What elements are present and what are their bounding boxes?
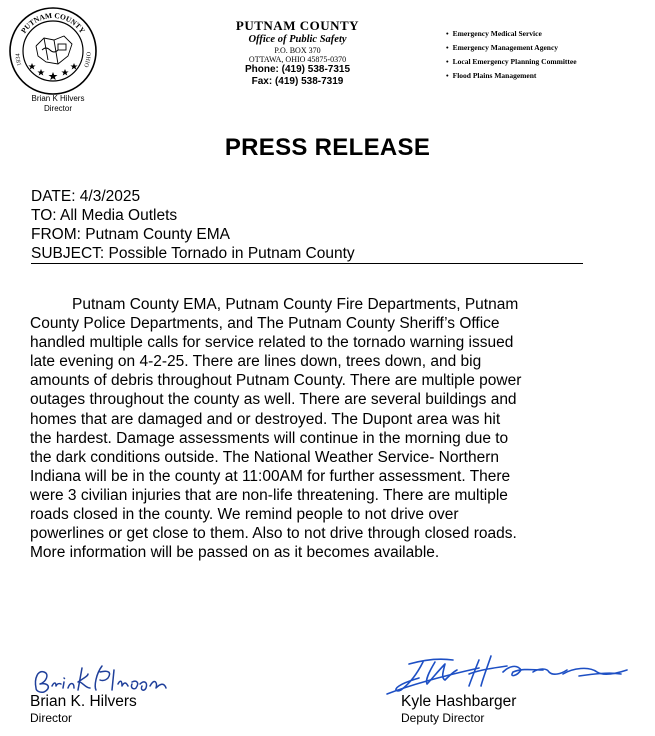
- body-line: homes that are damaged and or destroyed. The Dupont area was hit: [30, 410, 501, 428]
- body-line: County Police Departments, and The Putnam County Sheriff’s Office: [30, 315, 500, 333]
- county-seal-graphic: [8, 6, 98, 96]
- memo-from: FROM: Putnam County EMA: [31, 226, 230, 243]
- seal-state-text: OHIO: [82, 51, 91, 68]
- office-letterhead: [210, 18, 385, 88]
- office-name: Office of Public Safety: [248, 34, 347, 45]
- service-item: • Local Emergency Planning Committee: [446, 55, 651, 69]
- county-name: PUTNAM COUNTY: [235, 18, 360, 33]
- body-line: handled multiple calls for service related to the tornado warning issued: [30, 334, 514, 352]
- po-box: P.O. BOX 370: [274, 46, 321, 55]
- svg-text:1834: [15, 53, 23, 66]
- header-director-title: Director: [43, 104, 72, 113]
- body-line: Indiana will be in the county at 11:00AM for further assessment. There: [30, 467, 511, 485]
- service-item: • Emergency Medical Service: [446, 27, 651, 41]
- director-signature: [30, 660, 175, 696]
- press-release-title: PRESS RELEASE: [224, 134, 431, 161]
- press-release-body: [30, 295, 628, 562]
- body-line: late evening on 4-2-25. There are lines down, trees down, and big: [30, 353, 482, 371]
- body-line: outages throughout the county as well. There are several buildings and: [30, 391, 517, 409]
- service-item: • Emergency Management Agency: [446, 41, 651, 55]
- body-line: powerlines or get close to them. Also to not drive through closed roads.: [30, 525, 517, 543]
- body-line: amounts of debris throughout Putnam County. There are multiple power: [30, 372, 522, 390]
- memo-header: [31, 187, 591, 264]
- services-list: [446, 27, 651, 83]
- memo-subject: SUBJECT: Possible Tornado in Putnam County: [31, 244, 583, 264]
- memo-to: TO: All Media Outlets: [31, 207, 178, 224]
- city-address: OTTAWA, OHIO 45875-0370: [248, 55, 347, 64]
- signer-name: Kyle Hashbarger: [401, 693, 517, 710]
- seal-year-text: 1834: [15, 53, 24, 67]
- county-seal: [8, 6, 98, 96]
- phone-number: Phone: (419) 538-7315: [244, 64, 351, 75]
- body-line: the hardest. Damage assessments will continue in the morning due to: [30, 429, 509, 447]
- signer-title: Director: [30, 711, 73, 725]
- body-line: Putnam County EMA, Putnam County Fire Departments, Putnam: [72, 296, 519, 313]
- body-line: roads closed in the county. We remind people to not drive over: [30, 506, 459, 524]
- signer-title: Deputy Director: [401, 711, 485, 725]
- signer-director: [30, 693, 137, 726]
- body-line: were 3 civilian injuries that are non-life threatening. There are multiple: [30, 486, 508, 504]
- signer-deputy-director: [401, 693, 516, 726]
- deputy-director-signature: [383, 650, 643, 696]
- fax-number: Fax: (419) 538-7319: [251, 76, 344, 87]
- memo-date: DATE: 4/3/2025: [31, 188, 141, 205]
- body-line: the dark conditions outside. The National Weather Service- Northern: [30, 448, 499, 466]
- seal-top-text: PUTNAM COUNTY: [19, 10, 87, 35]
- header-director-name: Brian K Hilvers: [31, 94, 85, 103]
- body-line: More information will be passed on as it becomes available.: [30, 544, 440, 562]
- header-director: [18, 94, 98, 114]
- signer-name: Brian K. Hilvers: [30, 693, 137, 710]
- service-item: • Flood Plains Management: [446, 69, 651, 83]
